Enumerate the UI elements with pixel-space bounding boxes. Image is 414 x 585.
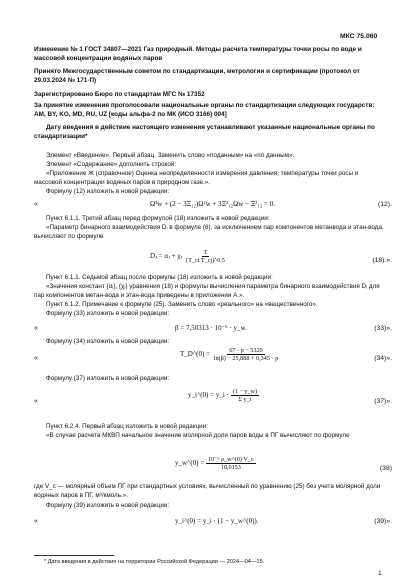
formula-number: (37)».	[374, 398, 392, 405]
paragraph: Элемент «Содержание» дополнить строкой:	[46, 161, 177, 168]
paragraph: Формулу (37) изложить в новой редакции:	[46, 375, 170, 382]
paragraph: Пункт 6.1.1. Третий абзац перед формулой (18) изложить в новой редакции:	[46, 215, 270, 222]
paragraph: Формулу (39) изложить в новой редакции:	[46, 502, 170, 509]
paragraph: Пункт 6.2.4. Первый абзац изложить в новой редакции:	[46, 423, 208, 430]
paragraph: «Приложение Ж (справочное) Оценка неопределенности измерения давления, температуры точки росы и массовой концентрации водяных паров в природном газе.».	[34, 170, 359, 186]
paragraph: Формулу (12) изложить в новой редакции:	[46, 188, 170, 195]
formula-34: T_D^(0) = $\frac{67 \cdot p - 5320}{\ln(\beta) - 25,888 + 0,345 \cdot p}$	[180, 347, 279, 362]
registration-note: Зарегистрировано Бюро по стандартам МГС № 17352	[34, 91, 205, 98]
formula-number: (38)	[379, 465, 392, 472]
quote-mark: «	[34, 325, 38, 332]
quote-mark: «	[34, 355, 38, 362]
formula-38: y_w^(0) = $\frac{\text{10⁻⁶ ρ\_w\textasciicircum{}(0) V\_c}}{18,0153}$	[175, 456, 254, 471]
paragraph: Пункт 6.1.2. Примечание к формуле (25). Заменить слово «реального» на «вещественного».	[46, 301, 318, 308]
paragraph: Элемент «Введение». Первый абзац. Заменить слово «поданным» на «по данным».	[46, 152, 295, 159]
paragraph: «В случае расчета МКВП начальное значение молярной доли паров воды в ПГ вычисляют по формуле	[46, 432, 350, 439]
footnote: * Дата введения в действие на территории Российской Федерации — 2024—04—15.	[44, 559, 265, 565]
adoption-note: Принято Межгосударственным советом по стандартизации, метрологии и сертификации (протокол от 29.03.2024 № 171-П)	[34, 68, 360, 84]
formula-12: Ω³w + (2 − 3Ξ₁₂)Ω²w + 3Ξ²₁₂Ωw − Ξ³₁₂ = 0.	[150, 200, 275, 208]
formula-number: (12).	[378, 201, 392, 208]
page-number: 1	[378, 570, 382, 577]
formula-number: (33)».	[374, 325, 392, 332]
formula-39: y_i^(0) = y_i · (1 − y_w^(0)).	[175, 517, 259, 525]
amendment-title: Изменение № 1 ГОСТ 34807—2021 Газ природный. Методы расчета температуры точки росы по воде и массовой концентрации водяных паров	[34, 46, 362, 62]
quote-mark: «	[34, 201, 38, 208]
quote-mark: «	[34, 518, 38, 525]
header-code: МКС 75.060	[340, 33, 378, 40]
formula-18: Dⱼ = αⱼ + χⱼ $\frac{T}{\text{(T\_ci T\_cj)\textasciicircum{}0.5}}$	[150, 249, 225, 264]
footnote-divider	[34, 555, 114, 556]
formula-33: β = 7,50313 · 10⁻⁶ · y_w.	[175, 324, 247, 332]
formula-number: (34)».	[374, 355, 392, 362]
quote-mark: «	[34, 398, 38, 405]
paragraph: Формулу (33) изложить в новой редакции:	[46, 310, 170, 317]
voting-note: За принятие изменения проголосовали национальные органы по стандартизации следующих государств: AM, BY, KG, MD, RU, UZ [коды альфа-2 по МК (ИСО 3166) 004]	[34, 102, 375, 118]
formula-number: (39)».	[374, 518, 392, 525]
paragraph: «Значения констант {αⱼ}, {χⱼ} уравнения (18) и формулы вычисления параметра бинарного взаимодействия Dⱼ для пар компонентов метан-вода и этан-вода приведены в приложении А.».	[34, 283, 380, 299]
effective-date-note: Дату введения в действие настоящего изменения устанавливают указанные национальные органы по стандартизации*	[34, 124, 375, 140]
formula-37: y_i^(0) = y_i · $\frac{(1 - y\_w)}{\text{Σ y\_i}}$	[188, 388, 258, 403]
paragraph: Пункт 6.1.1. Седьмой абзац после формулы (18) изложить в новой редакции:	[46, 274, 273, 281]
formula-number: (18).».	[372, 257, 392, 264]
paragraph: где V_c — молярный объем ПГ при стандартных условиях, вычисленный по уравнению (25) без учета молярной доли водяных паров в ПГ, м³/кмоль.».	[34, 483, 381, 499]
paragraph: «Параметр бинарного взаимодействия Dⱼ в формуле (8), за исключением пар компонентов метанвода и этан-вода, вычисляют по формуле	[34, 224, 384, 240]
paragraph: Формулу (34) изложить в новой редакции:	[46, 338, 170, 345]
